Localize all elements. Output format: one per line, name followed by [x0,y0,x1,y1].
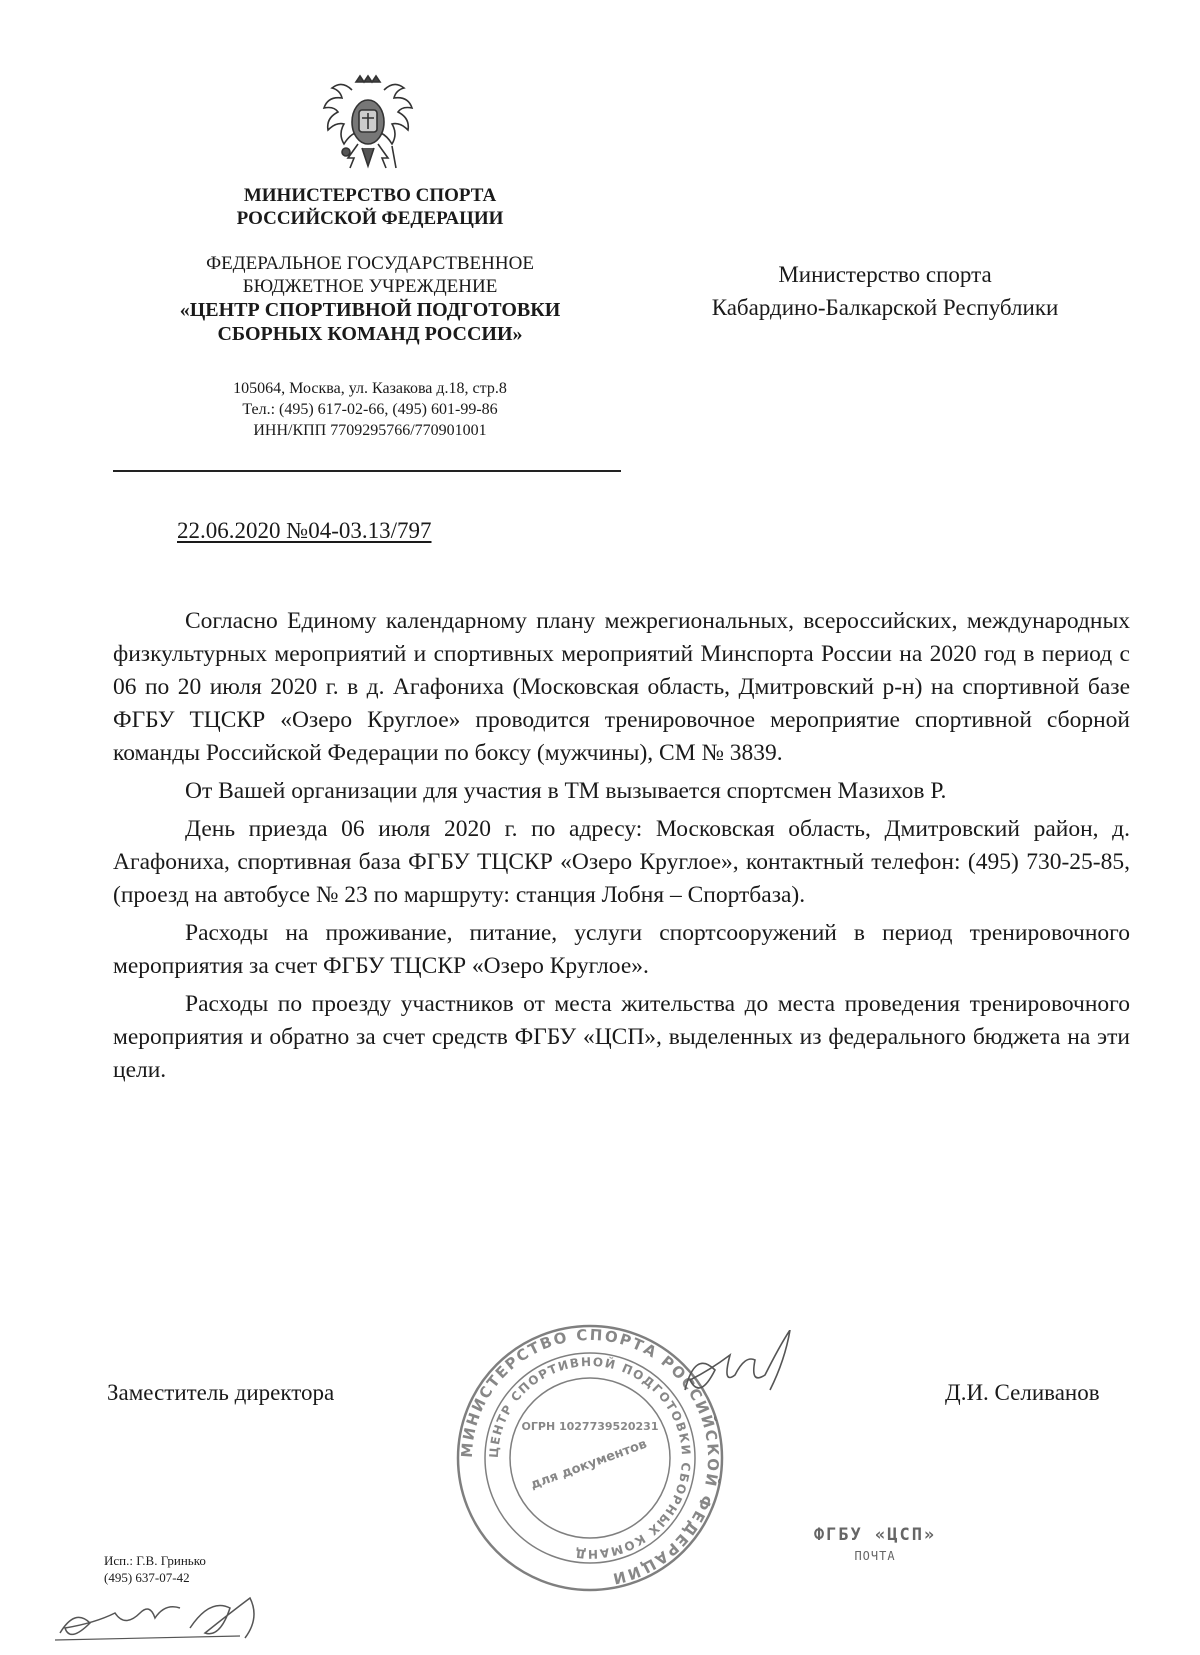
inn-line: ИНН/КПП 7709295766/770901001 [253,422,487,439]
paragraph: Согласно Единому календарному плану межрегиональных, всероссийских, международных физкультурных мероприятий и спортивных мероприятий Минспорта России на 2020 год в период с 06 по 20 июля 2020 г. в д. Агафониха (Московская область, Дмитровский р-н) на спортивной базе ФГБУ ТЦСКР «Озеро Круглое» проводится тренировочное мероприятие спортивной сборной команды Российской Федерации по боксу (мужчины), СМ № 3839. [113,608,1130,766]
executor-name: Исп.: Г.В. Гринько [104,1553,206,1568]
paragraph: Расходы на проживание, питание, услуги спортсооружений в период тренировочного мероприятия за счет ФГБУ ТЦСКР «Озеро Круглое». [113,920,1130,979]
signature-mark [675,1330,805,1420]
registration-number: 22.06.2020 №04-03.13/797 [177,518,432,543]
executor-info [104,1552,206,1586]
letterhead-address [160,378,580,441]
paragraph: Расходы по проезду участников от места жительства до места проведения тренировочного мероприятия и обратно за счет средств ФГБУ «ЦСП», выделенных из федерального бюджета на эти цели. [113,991,1130,1083]
coat-of-arms-icon [318,68,418,188]
address-line: 105064, Москва, ул. Казакова д.18, стр.8 [233,380,507,397]
signer-title: Заместитель директора [107,1380,335,1405]
center-name: «ЦЕНТР СПОРТИВНОЙ ПОДГОТОВКИ СБОРНЫХ КОМАНД РОССИИ» [179,299,561,345]
signer-name: Д.И. Селиванов [945,1380,1100,1405]
paragraph: День приезда 06 июля 2020 г. по адресу: Московская область, Дмитровский район, д. Агафониха, спортивная база ФГБУ ТЦСКР «Озеро Круглое», контактный телефон: (495) 730-25-85, (проезд на автобусе № 23 по маршруту: станция Лобня – Спортбаза). [113,816,1130,908]
recipient: Министерство спорта Кабардино-Балкарской Республики [711,262,1059,320]
executor-phone: (495) 637-07-42 [104,1570,190,1585]
svg-text:для документов: для документов [528,1436,650,1493]
svg-text:МИНИСТЕРСТВО СПОРТА РОССИЙСКОЙ: МИНИСТЕРСТВО СПОРТА РОССИЙСКОЙ ФЕДЕРАЦИИ [457,1325,723,1589]
paragraph: От Вашей организации для участия в ТМ вызывается спортсмен Мазихов Р. [185,778,947,804]
letter-body [113,605,1130,1092]
letterhead-divider [113,470,621,472]
phones-line: Тел.: (495) 617-02-66, (495) 601-99-86 [242,401,498,418]
institution-type: ФЕДЕРАЛЬНОЕ ГОСУДАРСТВЕННОЕ БЮДЖЕТНОЕ УЧРЕЖДЕНИЕ [206,253,534,297]
svg-text:ЦЕНТР СПОРТИВНОЙ ПОДГОТОВКИ СБ: ЦЕНТР СПОРТИВНОЙ ПОДГОТОВКИ СБОРНЫХ КОМАНД [486,1354,694,1562]
svg-text:ОГРН 1027739520231: ОГРН 1027739520231 [521,1420,659,1433]
executor-signature-mark [50,1588,350,1653]
ministry-name: МИНИСТЕРСТВО СПОРТА РОССИЙСКОЙ ФЕДЕРАЦИИ [236,185,504,229]
post-stamp: ФГБУ «ЦСП» ПОЧТА [813,1525,937,1563]
